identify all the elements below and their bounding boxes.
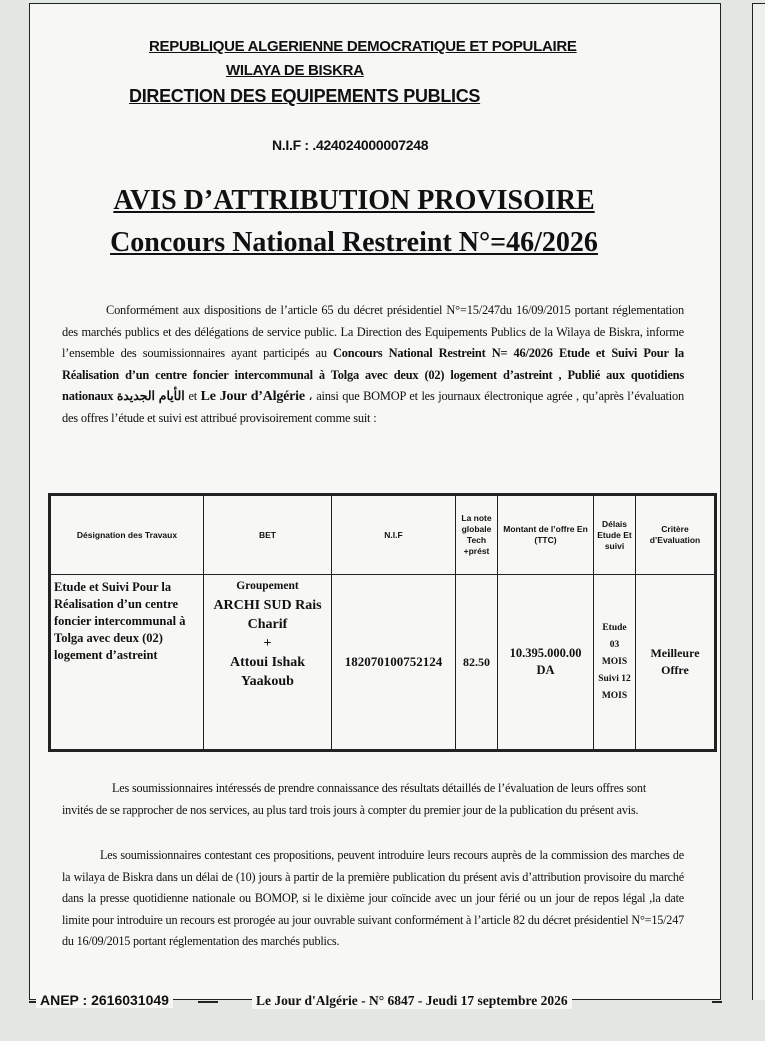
contest-reference: Concours National Restreint N°=46/2026 — [110, 227, 598, 258]
cell-nif: 182070100752124 — [332, 575, 456, 751]
cell-note: 82.50 — [456, 575, 498, 751]
header-bet: BET — [204, 495, 332, 575]
bet-member-1: ARCHI SUD Rais Charif — [213, 598, 322, 632]
header-montant: Montant de l’offre En (TTC) — [498, 495, 594, 575]
header-delais: Délais Etude Et suivi — [594, 495, 636, 575]
cell-delais: Etude 03 MOIS Suivi 12 MOIS — [594, 575, 636, 751]
header-designation: Désignation des Travaux — [50, 495, 204, 575]
footer-rule-mid — [198, 1001, 218, 1003]
table-row — [50, 575, 716, 751]
header-note: La note globale Tech +prést — [456, 495, 498, 575]
cell-bet — [204, 575, 332, 751]
appeal-paragraph: Les soumissionnaires contestant ces propositions, peuvent introduire leurs recours auprès de la commission des marches de la wilaya de Biskra dans un délai de (10) jours à partir de la première publication du présent avis d’attribution provisoire du marché dans la presse quotidienne nationale ou BOMOP, si le dixième jour coïncide avec un jour férié ou un jour de repos légal ,la date limite pour introduire un recours est prorogée au jour ouvrable suivant conformément à l’article 82 du décret présidentiel N°=15/247 du 16/09/2015 portant réglementation des marchés publics. — [62, 848, 684, 948]
anep-reference: ANEP : 2616031049 — [36, 992, 173, 1008]
header-direction: DIRECTION DES EQUIPEMENTS PUBLICS — [129, 86, 481, 106]
intro-paragraph: Conformément aux dispositions de l’article 65 du décret présidentiel N°=15/247du 16/09/2015 portant réglementation des marchés publics et des délégations de service public. La Direction des Equipements Publics de la Wilaya de Biskra, informe l’ensemble des soumissionnaires ayant participés au Concours National Restreint N= 46/2026 Etude et Suivi Pour la Réalisation d’un centre foncier intercommunal à Tolga avec deux (02) logement d’astreint , Publié aux quotidiens nationaux الجديدة الأيام et Le Jour d’Algérie ، ainsi que BOMOP et les journaux électronique agrée , qu’après l’évaluation des offres l’étude et suivi est attribué provisoirement comme suit : — [62, 303, 684, 425]
header-republique: REPUBLIQUE ALGERIENNE DEMOCRATIQUE ET POPULAIRE — [149, 38, 577, 55]
notice-title: AVIS D’ATTRIBUTION PROVISOIRE — [113, 185, 595, 216]
header-nif: N.I.F — [332, 495, 456, 575]
bet-group-label: Groupement — [236, 580, 299, 592]
footer-rule-right — [712, 1001, 722, 1003]
header-critere: Critère d’Evaluation — [636, 495, 716, 575]
table-header-row — [50, 495, 716, 575]
cell-critere: Meilleure Offre — [636, 575, 716, 751]
cell-designation: Etude et Suivi Pour la Réalisation d’un centre foncier intercommunal à Tolga avec deux (02) logement d’astreint — [50, 575, 204, 751]
bet-plus: + — [263, 636, 272, 651]
adjacent-column-edge — [752, 3, 765, 1000]
header-wilaya: WILAYA DE BISKRA — [226, 62, 364, 79]
cell-montant: 10.395.000.00 DA — [498, 575, 594, 751]
bet-member-2: Attoui Ishak Yaakoub — [229, 655, 306, 689]
attribution-table — [48, 493, 717, 752]
newspaper-issue: Le Jour d'Algérie - N° 6847 - Jeudi 17 septembre 2026 — [252, 993, 572, 1009]
consultation-paragraph: Les soumissionnaires intéressés de prendre connaissance des résultats détaillés de l’évaluation de leurs offres sont invités de se rapprocher de nos services, au plus tard trois jours à compter du premier jour de la publication du présent avis. — [62, 781, 646, 817]
header-nif: N.I.F : .424024000007248 — [272, 137, 429, 153]
